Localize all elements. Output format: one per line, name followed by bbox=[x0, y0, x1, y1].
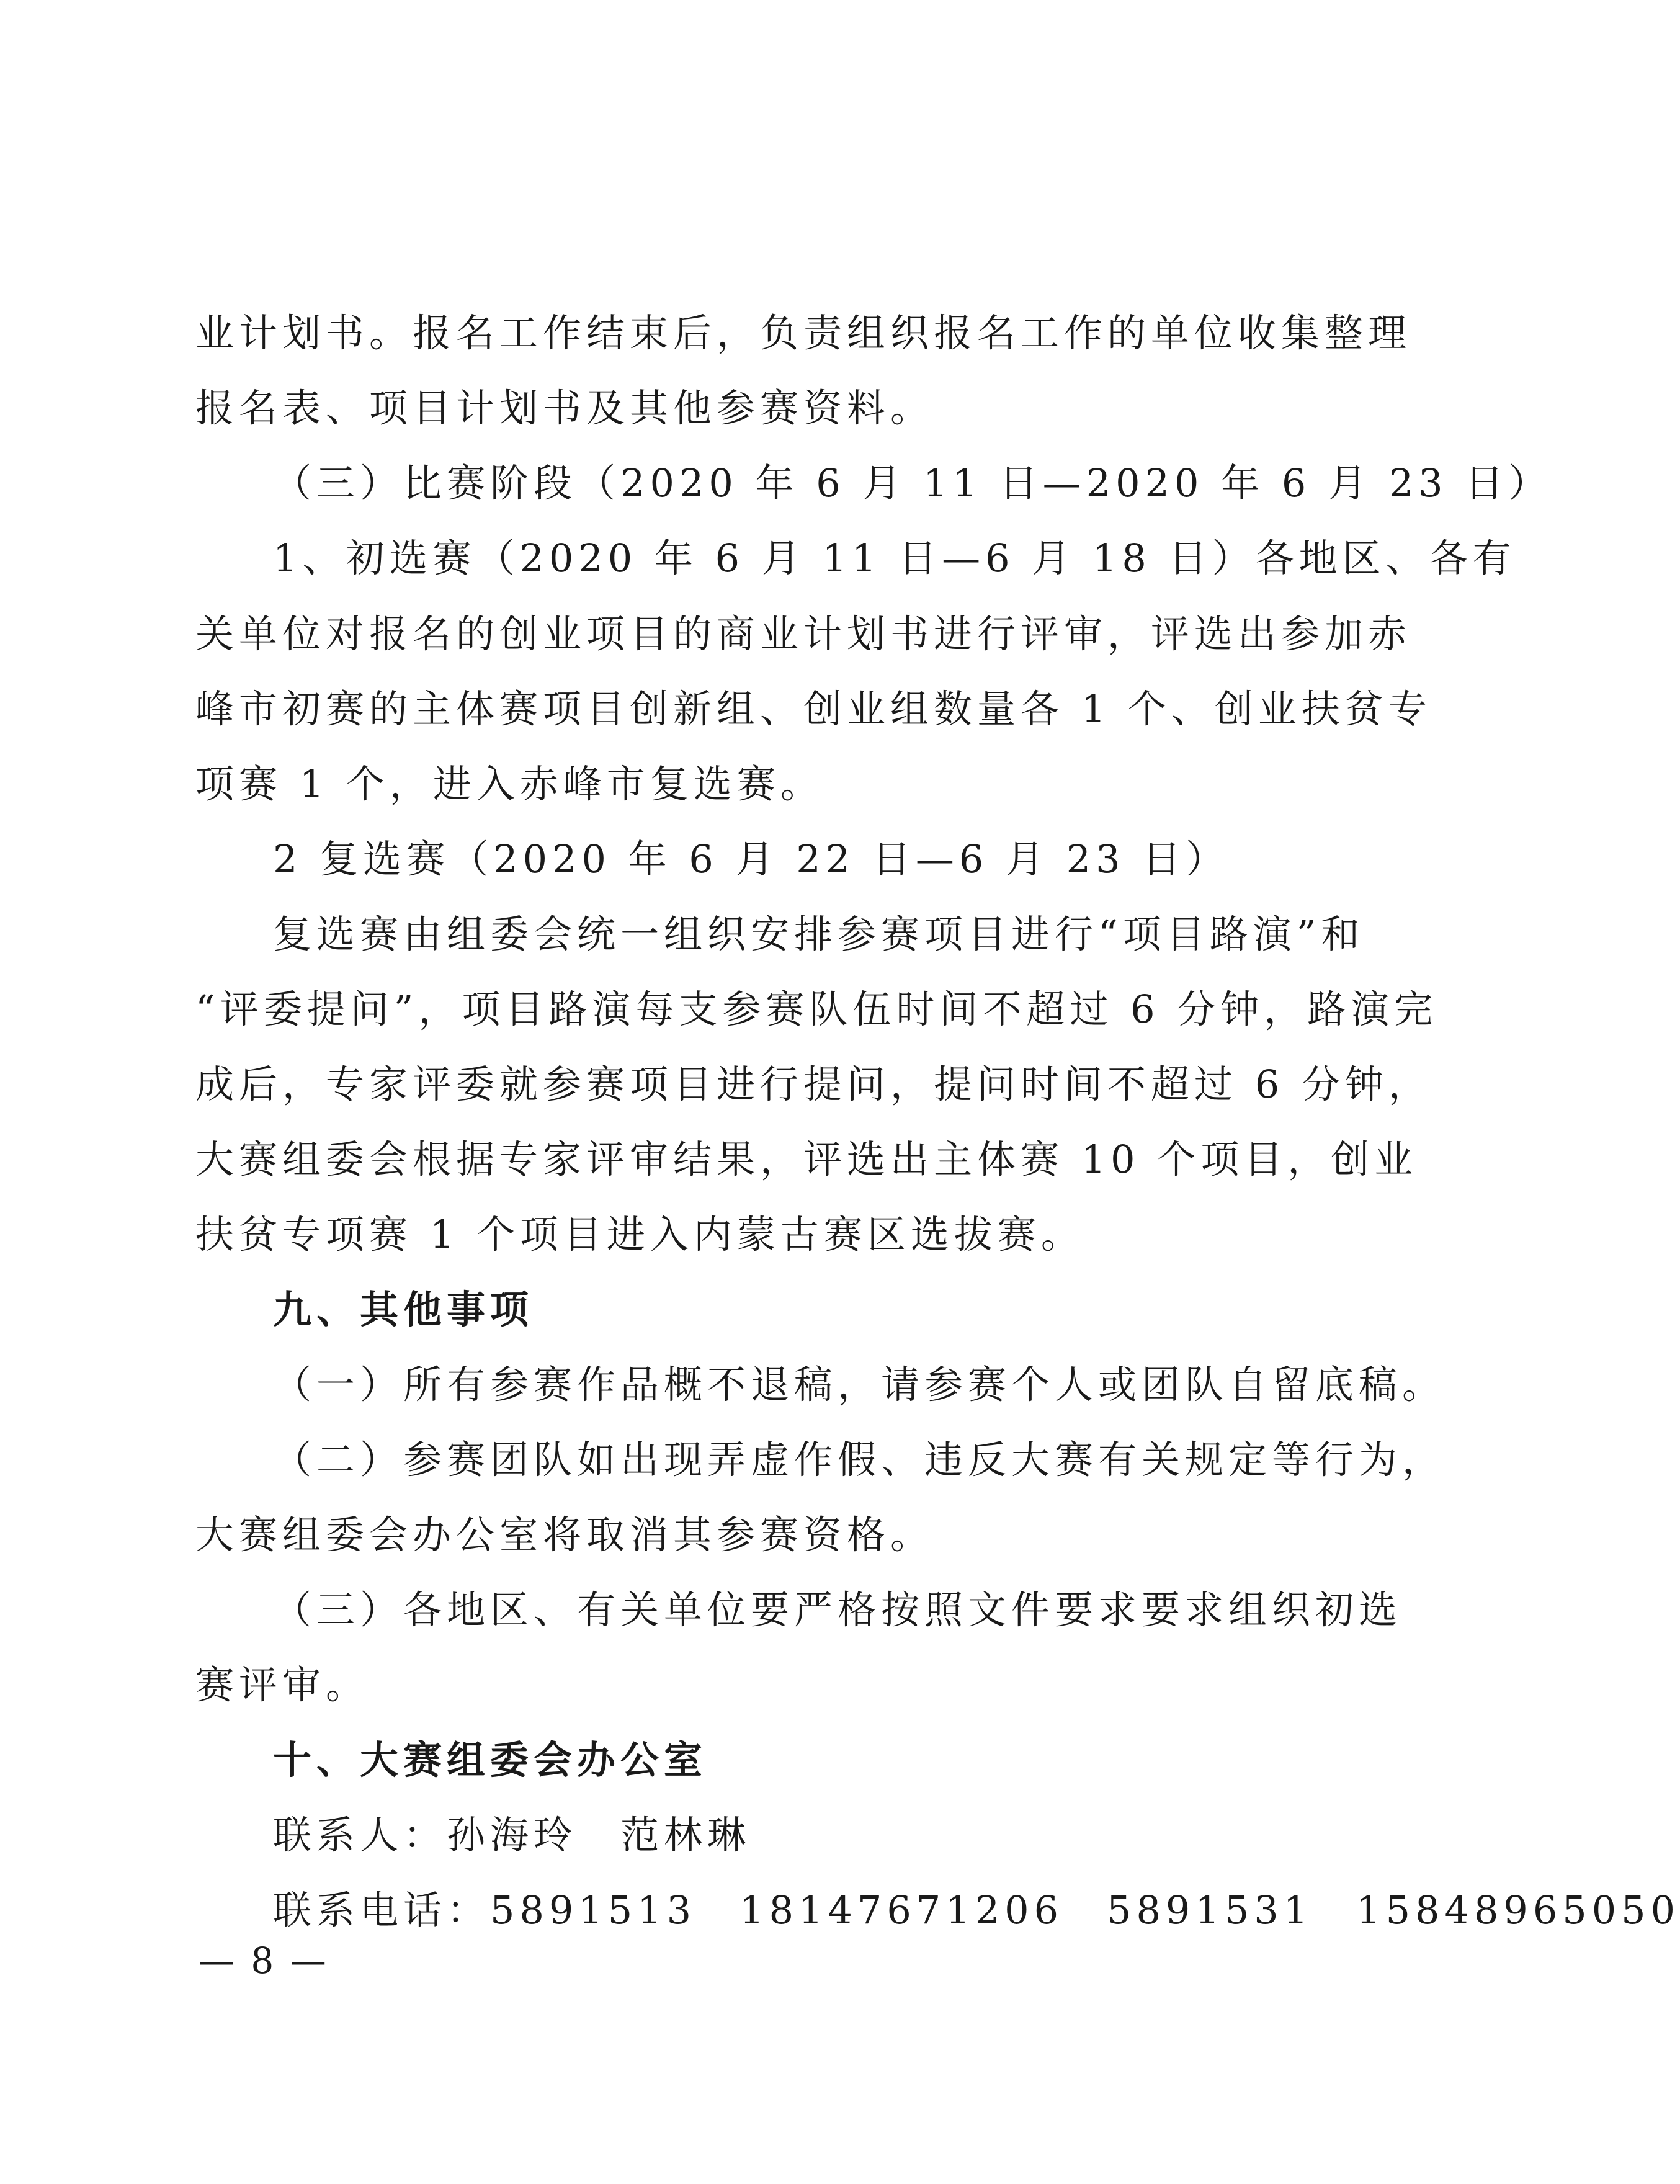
paragraph-line: 峰市初赛的主体赛项目创新组、创业组数量各 1 个、创业扶贫专 bbox=[195, 686, 1432, 732]
paragraph-line: 成后，专家评委就参赛项目进行提问，提问时间不超过 6 分钟， bbox=[195, 1062, 1432, 1107]
paragraph-line: 1、初选赛（2020 年 6 月 11 日—6 月 18 日）各地区、各有 bbox=[273, 535, 1516, 581]
subsection-heading: 2 复选赛（2020 年 6 月 22 日—6 月 23 日） bbox=[273, 836, 1230, 882]
subsection-heading: （三）比赛阶段（2020 年 6 月 11 日—2020 年 6 月 23 日） bbox=[273, 460, 1552, 506]
paragraph-line: 项赛 1 个，进入赤峰市复选赛。 bbox=[195, 761, 824, 807]
page-number: — 8 — bbox=[199, 1940, 329, 1982]
paragraph-line: 扶贫专项赛 1 个项目进入内蒙古赛区选拔赛。 bbox=[195, 1212, 1084, 1257]
paragraph-line: （三）各地区、有关单位要严格按照文件要求要求组织初选 bbox=[273, 1587, 1403, 1632]
paragraph-line: （二）参赛团队如出现弄虚作假、违反大赛有关规定等行为， bbox=[273, 1437, 1446, 1482]
paragraph-line: （一）所有参赛作品概不退稿，请参赛个人或团队自留底稿。 bbox=[273, 1362, 1446, 1407]
paragraph-line: 关单位对报名的创业项目的商业计划书进行评审，评选出参加赤 bbox=[195, 611, 1412, 656]
section-heading-office: 十、大赛组委会办公室 bbox=[273, 1737, 708, 1783]
paragraph-line: “评委提问”，项目路演每支参赛队伍时间不超过 6 分钟，路演完 bbox=[195, 987, 1438, 1032]
paragraph-line: 赛评审。 bbox=[195, 1662, 370, 1707]
paragraph-line: 复选赛由组委会统一组织安排参赛项目进行“项目路演”和 bbox=[273, 911, 1365, 957]
contact-person: 联系人：孙海玲 范林琳 bbox=[273, 1812, 751, 1858]
paragraph-line: 报名表、项目计划书及其他参赛资料。 bbox=[195, 385, 934, 431]
paragraph-line: 业计划书。报名工作结束后，负责组织报名工作的单位收集整理 bbox=[195, 310, 1412, 356]
section-heading-other-matters: 九、其他事项 bbox=[273, 1287, 534, 1332]
paragraph-line: 大赛组委会办公室将取消其参赛资格。 bbox=[195, 1512, 934, 1557]
contact-phone: 联系电话：5891513 18147671206 5891531 15848965050 bbox=[273, 1887, 1680, 1933]
paragraph-line: 大赛组委会根据专家评审结果，评选出主体赛 10 个项目，创业 bbox=[195, 1137, 1418, 1182]
